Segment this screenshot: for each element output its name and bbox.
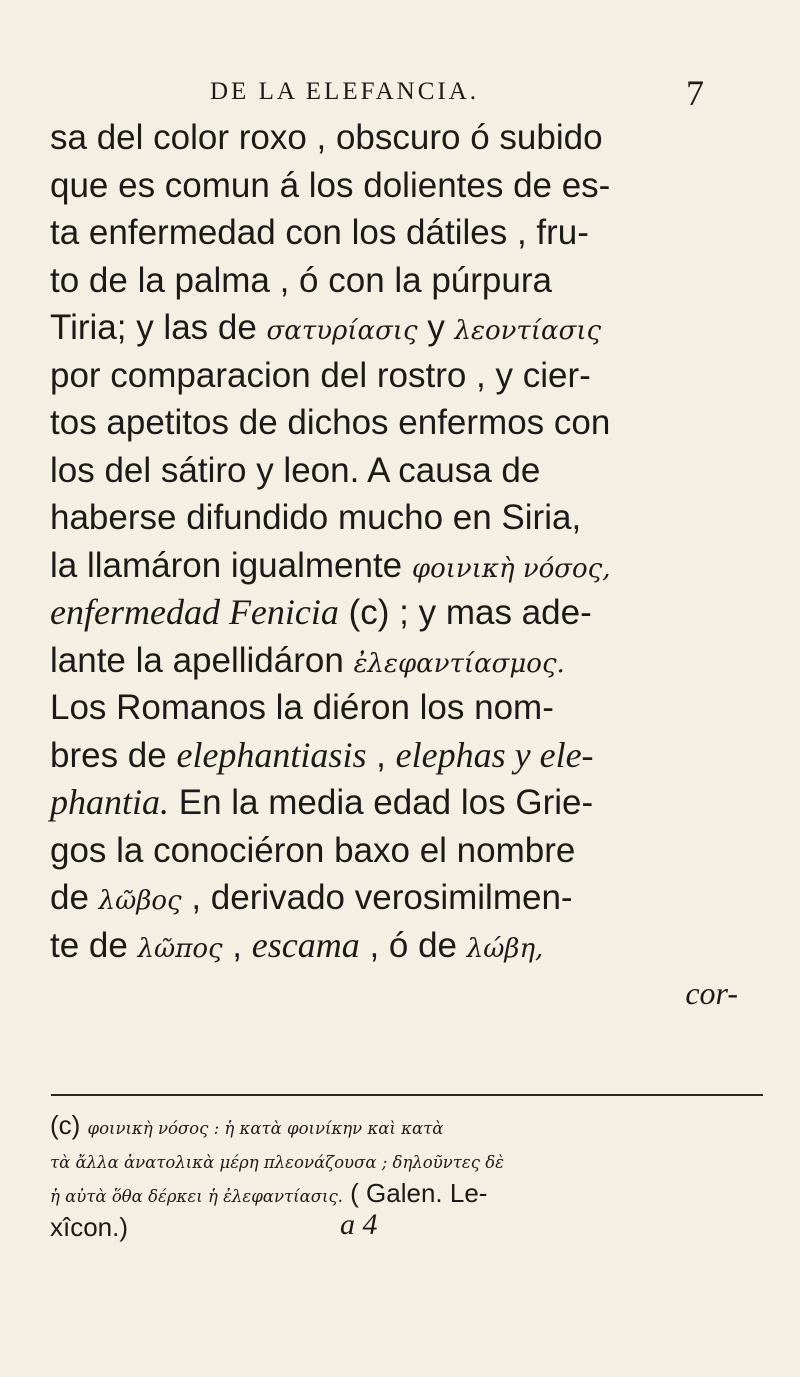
text-run: bres de [50,735,177,775]
text-run: En la media edad los Grie- [169,783,594,822]
footnote-line [50,1142,770,1176]
footnote-line [50,1176,770,1210]
text-line: tos apetitos de dichos enfermos con [50,403,611,442]
text-line: por comparacion del rostro , y cier- [50,355,591,395]
footnote-greek: ἡ αὐτὰ ὅθα δέρκει ἡ ἐλεφαντίασις. [50,1187,343,1206]
catchword: cor- [685,975,738,1011]
text-run: , [222,925,252,965]
text-line: ta enfermedad con los dátiles , fru- [50,213,589,252]
greek-term-lobe: λώβη, [466,933,544,964]
text-line: to de la palma , ó con la púrpura [50,260,552,300]
text-line [50,542,770,590]
text-run: te de [50,925,138,965]
text-line: gos la conociéron baxo el nombre [50,830,576,870]
text-run: la llamáron igualmente [50,545,412,585]
text-line [50,732,770,780]
text-run: y [417,308,455,347]
footnote-marker: (c) [50,1110,88,1140]
text-run: de [50,878,99,917]
text-run: , derivado verosimilmen- [181,878,573,917]
footnote-greek: φοινικὴ νόσος : ἡ κατὰ φοινίκην καὶ κατὰ [87,1119,444,1138]
running-head: DE LA ELEFANCIA. [210,78,480,105]
greek-term-elephantiasmos: ἐλεφαντίασμος. [353,648,565,679]
text-line [50,589,770,637]
text-run: , ó de [359,925,467,965]
text-line [50,779,770,827]
italic-term: phantia. [50,782,170,822]
footnote-greek: τὰ ἄλλα ἀνατολικὰ μέρη πλεονάζουσα ; δηλοῦντες δὲ [50,1153,505,1172]
italic-term: elephas y ele- [395,734,594,775]
text-line: Los Romanos la diéron los nom- [50,688,554,727]
text-run: Tiria; y las de [50,308,267,347]
text-line [50,304,770,352]
text-line: sa del color roxo , obscuro ó subido [50,118,603,157]
italic-term: enfermedad Fenicia [50,592,339,632]
text-line: los del sátiro y leon. A causa de [50,450,541,490]
greek-term-satyriasis: σατυρίασις [266,316,418,346]
text-line: que es comun á los dolientes de es- [50,165,611,205]
signature-mark: a 4 [340,1208,378,1241]
text-run: , [366,735,396,775]
catch-line [50,969,770,1017]
greek-term-lopos: λῶπος [137,933,223,964]
body-text [50,114,770,1017]
footnote-line [50,1108,770,1142]
text-line [50,637,770,685]
text-run: (c) ; y mas ade- [338,593,592,632]
text-line [50,874,770,922]
text-run: lante la apellidáron [50,640,354,680]
text-line: haberse difundido mucho en Siria, [50,498,582,537]
greek-term-lobos: λῶβος [98,886,182,916]
italic-term: elephantiasis [176,734,367,775]
page-number: 7 [686,73,704,113]
footnote-source-end: xîcon.) [50,1212,129,1242]
page-header [0,73,800,118]
italic-term: escama [251,924,360,965]
footnote-rule [51,1094,763,1096]
footnote [50,1108,770,1244]
greek-term-leontiasis: λεοντίασις [454,316,602,346]
footnote-source: ( Galen. Le- [342,1178,488,1208]
greek-term-phoinike-nosos: φοινικὴ νόσος, [411,553,611,584]
footnote-line [50,1210,770,1244]
text-line [50,922,770,970]
